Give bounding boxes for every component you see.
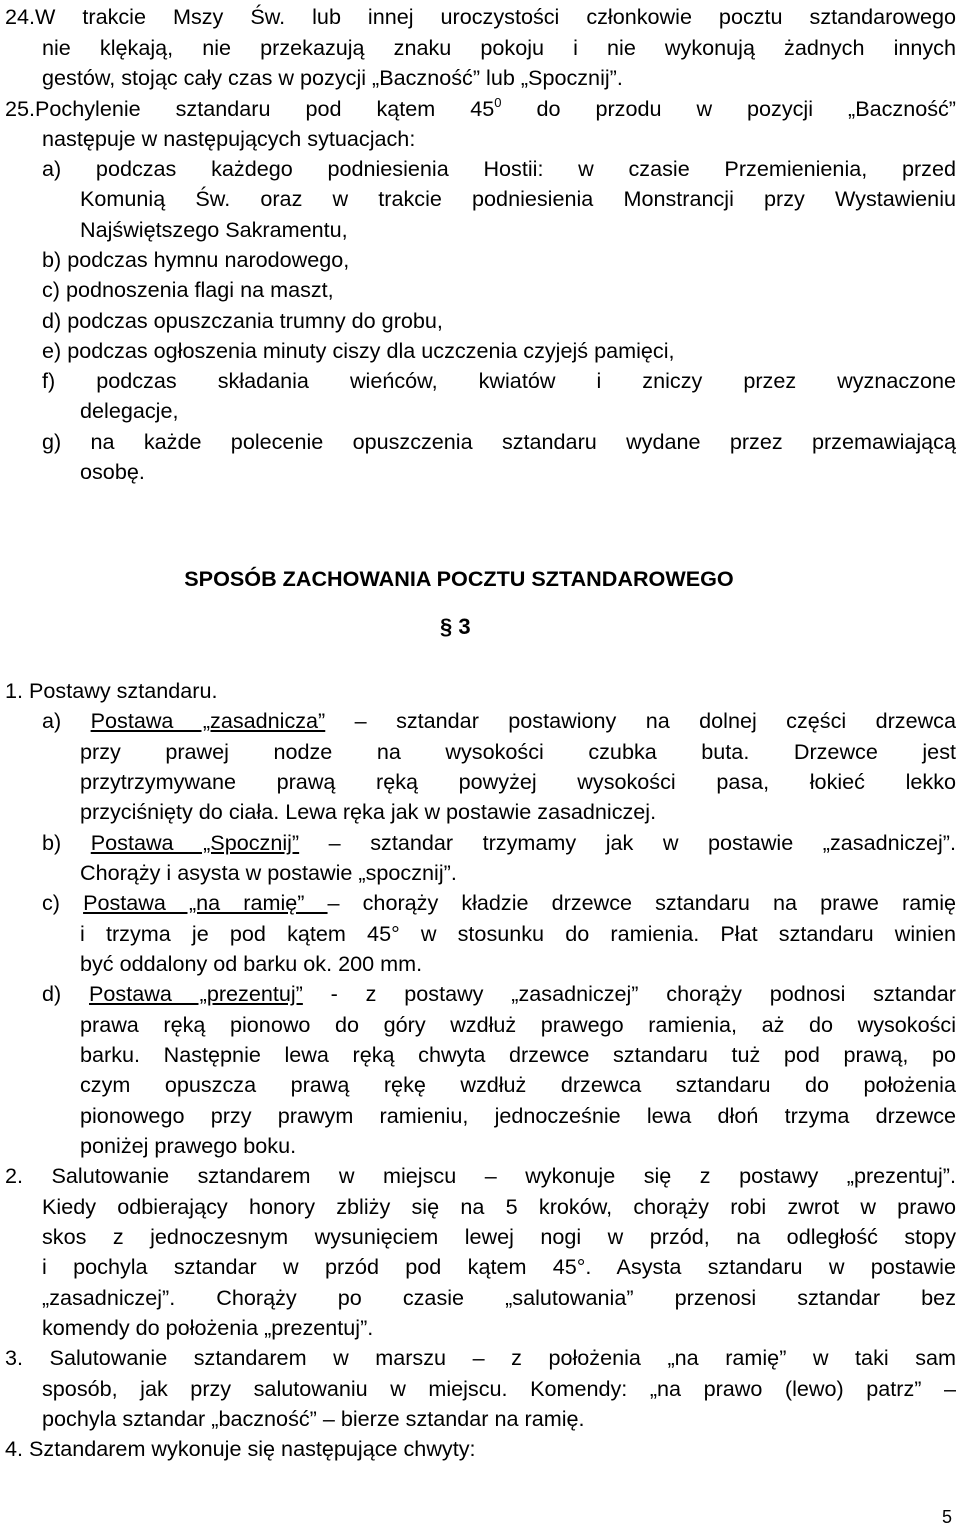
list-marker: b) [42,830,91,855]
text-line [5,1164,956,1188]
list-marker: d) [42,981,90,1006]
text-line [5,5,956,29]
text-line [80,1104,956,1128]
text-line [80,218,956,242]
line-text: – sztandar postawiony na dolnej części drzewca [325,708,956,733]
underlined-term: Postawa „Spocznij” [90,830,300,855]
text-line [80,1134,956,1158]
line-text: „zasadniczej”. Chorąży po czasie „salutowania” przenosi sztandar bez [42,1285,956,1310]
text-line [42,1225,956,1249]
line-text: g) na każde polecenie opuszczenia sztandaru wydane przez przemawiającą [42,429,956,454]
line-text: pochyla sztandar „baczność” – bierze sztandar na ramię. [42,1406,585,1431]
text-line [42,1195,956,1219]
line-text: i pochyla sztandar w przód pod kątem 45°. Asysta sztandaru w postawie [42,1254,956,1279]
text-line [5,1346,956,1370]
line-text: b) podczas hymnu narodowego, [42,247,350,272]
line-text: delegacje, [80,398,179,423]
line-text: c) podnoszenia flagi na maszt, [42,277,334,302]
text-line [80,187,956,211]
list-marker: c) [42,890,84,915]
line-text: osobę. [80,459,145,484]
list-marker: a) [42,708,91,733]
text-line [80,399,956,423]
line-text: nie klękają, nie przekazują znaku pokoju i nie wykonują żadnych innych [42,35,956,60]
section-heading: SPOSÓB ZACHOWANIA POCZTU SZTANDAROWEGO [184,566,734,591]
line-text: czym opuszcza prawą rękę wzdłuż drzewca sztandaru do położenia [80,1072,956,1097]
underlined-term: Postawa „prezentuj” [89,981,303,1006]
text-line [80,770,956,794]
line-text: komendy do położenia „prezentuj”. [42,1315,374,1340]
line-text: 25.Pochylenie sztandaru pod kątem 45 [5,96,495,121]
line-text: – sztandar trzymamy jak w postawie „zasadniczej”. [299,830,956,855]
line-text: 24.W trakcie Mszy Św. lub innej uroczystości członkowie pocztu sztandarowego [5,4,956,29]
line-text: 2. Salutowanie sztandarem w miejscu – wykonuje się z postawy „prezentuj”. [5,1163,956,1188]
line-text: przy prawej nodze na wysokości czubka buta. Drzewce jest [80,739,956,764]
line-text: - z postawy „zasadniczej” chorąży podnosi sztandar [302,981,956,1006]
text-line [80,1073,956,1097]
text-line [42,430,956,454]
text-line [42,66,956,90]
text-line [42,369,956,393]
line-text: i trzyma je pod kątem 45° w stosunku do ramienia. Płat sztandaru winien [80,921,956,946]
line-text: – chorąży kładzie drzewce sztandaru na prawe ramię [327,890,957,915]
text-line [80,922,956,946]
line-text: pionowego przy prawym ramieniu, jednocześnie lewa dłoń trzyma drzewce [80,1103,956,1128]
text-line [80,740,956,764]
text-line [80,1013,956,1037]
line-text: Najświętszego Sakramentu, [80,217,348,242]
line-text: przytrzymywane prawą ręką powyżej wysokości pasa, łokieć lekko [80,769,956,794]
underlined-term: Postawa „zasadnicza” [90,708,326,733]
line-text: do przodu w pozycji „Baczność” [501,96,957,121]
line-text: następuje w następujących sytuacjach: [42,126,416,151]
text-line [42,157,956,181]
line-text: e) podczas ogłoszenia minuty ciszy dla uczczenia czyjejś pamięci, [42,338,675,363]
text-line [42,36,956,60]
text-line [42,1286,956,1310]
text-line [42,1255,956,1279]
line-text: gestów, stojąc cały czas w pozycji „Baczność” lub „Spocznij”. [42,65,623,90]
text-line [5,679,956,703]
text-line [80,800,956,824]
superscript: 0 [494,95,502,110]
line-text: prawa ręką pionowo do góry wzdłuż prawego ramienia, aż do wysokości [80,1012,956,1037]
line-text: poniżej prawego boku. [80,1133,297,1158]
line-text: a) podczas każdego podniesienia Hostii: w czasie Przemienienia, przed [42,156,956,181]
line-text: 4. Sztandarem wykonuje się następujące chwyty: [5,1436,476,1461]
text-line [42,1316,956,1340]
text-line [42,309,956,333]
text-line [42,339,956,363]
text-line [5,97,956,121]
line-text: 3. Salutowanie sztandarem w marszu – z położenia „na ramię” w taki sam [5,1345,956,1370]
text-line [5,1437,956,1461]
line-text: barku. Następnie lewa ręką chwyta drzewce sztandaru tuż pod prawą, po [80,1042,956,1067]
text-line [42,127,956,151]
line-text: przyciśnięty do ciała. Lewa ręka jak w postawie zasadniczej. [80,799,657,824]
text-line [42,709,956,733]
text-line [42,1377,956,1401]
text-line [80,861,956,885]
line-text: skos z jednoczesnym wysunięciem lewej nogi w przód, na odległość stopy [42,1224,956,1249]
text-line [42,248,956,272]
underlined-term: Postawa „na ramię” [83,890,328,915]
text-line [42,982,956,1006]
line-text: f) podczas składania wieńców, kwiatów i zniczy przez wyznaczone [42,368,956,393]
line-text: Kiedy odbierający honory zbliży się na 5 kroków, chorąży robi zwrot w prawo [42,1194,956,1219]
text-line [42,891,956,915]
text-line [42,1407,956,1431]
text-line [80,952,956,976]
paragraph-number: § 3 [440,614,471,639]
line-text: d) podczas opuszczania trumny do grobu, [42,308,443,333]
line-text: Komunią Św. oraz w trakcie podniesienia Monstrancji przy Wystawieniu [80,186,956,211]
text-line [42,831,956,855]
line-text: być oddalony od barku ok. 200 mm. [80,951,423,976]
text-line [80,460,956,484]
page-number: 5 [941,1507,952,1527]
line-text: sposób, jak przy salutowaniu w miejscu. Komendy: „na prawo (lewo) patrz” – [42,1376,956,1401]
text-line [80,1043,956,1067]
line-text: Chorąży i asysta w postawie „spocznij”. [80,860,457,885]
line-text: 1. Postawy sztandaru. [5,678,218,703]
text-line [42,278,956,302]
